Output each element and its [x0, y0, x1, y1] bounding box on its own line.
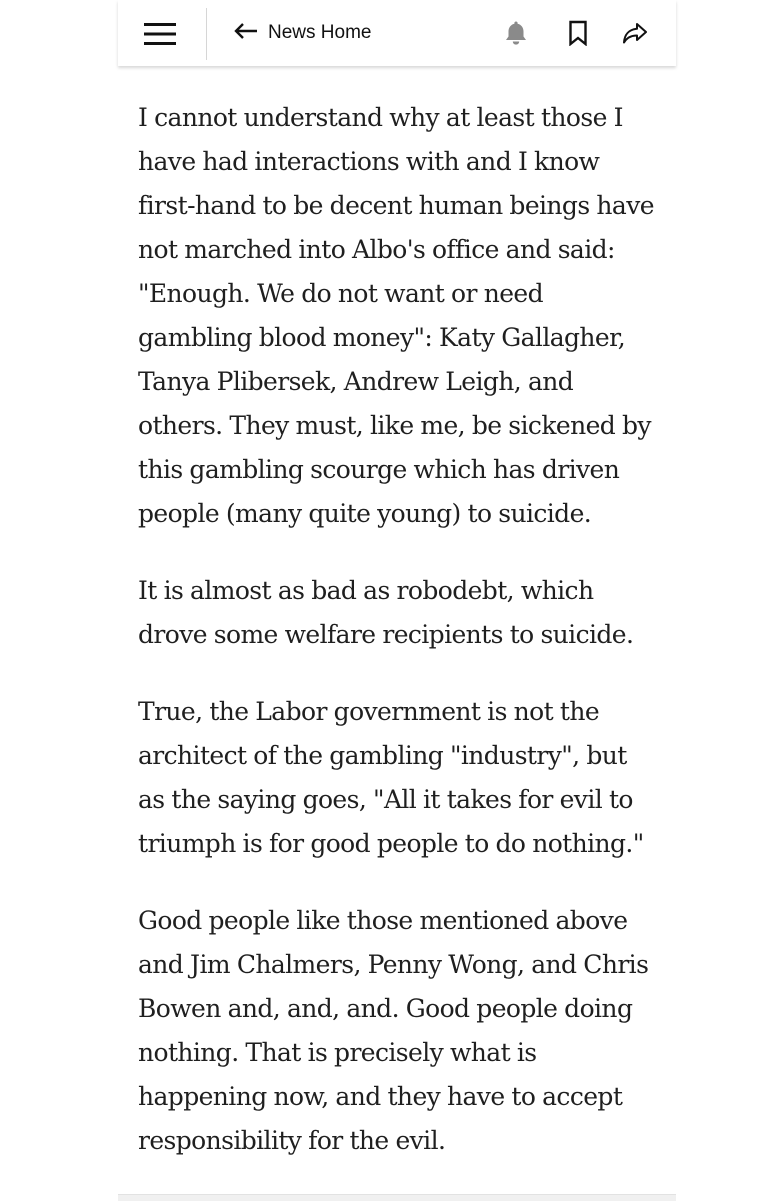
- article-paragraph: It is almost as bad as robodebt, which drove some welfare recipients to suicide.: [138, 576, 634, 649]
- article-paragraph: I cannot understand why at least those I have had interactions with and I know first-hand to be decent human beings have not marched into Albo's office and said: "Enough. We do not want or need gambling blood money": Katy Gallagher, Tanya Plibersek, Andrew Leigh, and others. They must, like me, be sickened by this gambling scourge which has driven people (many quite young) to suicide.: [138, 103, 654, 528]
- article-paragraph: True, the Labor government is not the architect of the gambling "industry", but as the saying goes, "All it takes for evil to triumph is for good people to do nothing.": [138, 697, 644, 858]
- arrow-left-icon: [234, 23, 258, 43]
- top-nav-bar: [118, 0, 676, 66]
- hamburger-menu-icon[interactable]: [140, 14, 180, 54]
- back-link-label: News Home: [268, 22, 372, 43]
- article-paragraph: Good people like those mentioned above and Jim Chalmers, Penny Wong, and Chris Bowen and, and, and. Good people doing nothing. That is precisely what is happening now, and they have to accept responsibility for the evil.: [138, 906, 649, 1155]
- news-home-back-link[interactable]: [234, 18, 371, 48]
- nav-divider: [206, 8, 207, 60]
- bookmark-icon[interactable]: [561, 16, 595, 50]
- article-body: [138, 96, 658, 1163]
- share-arrow-icon[interactable]: [618, 16, 652, 50]
- bell-icon[interactable]: [499, 16, 533, 50]
